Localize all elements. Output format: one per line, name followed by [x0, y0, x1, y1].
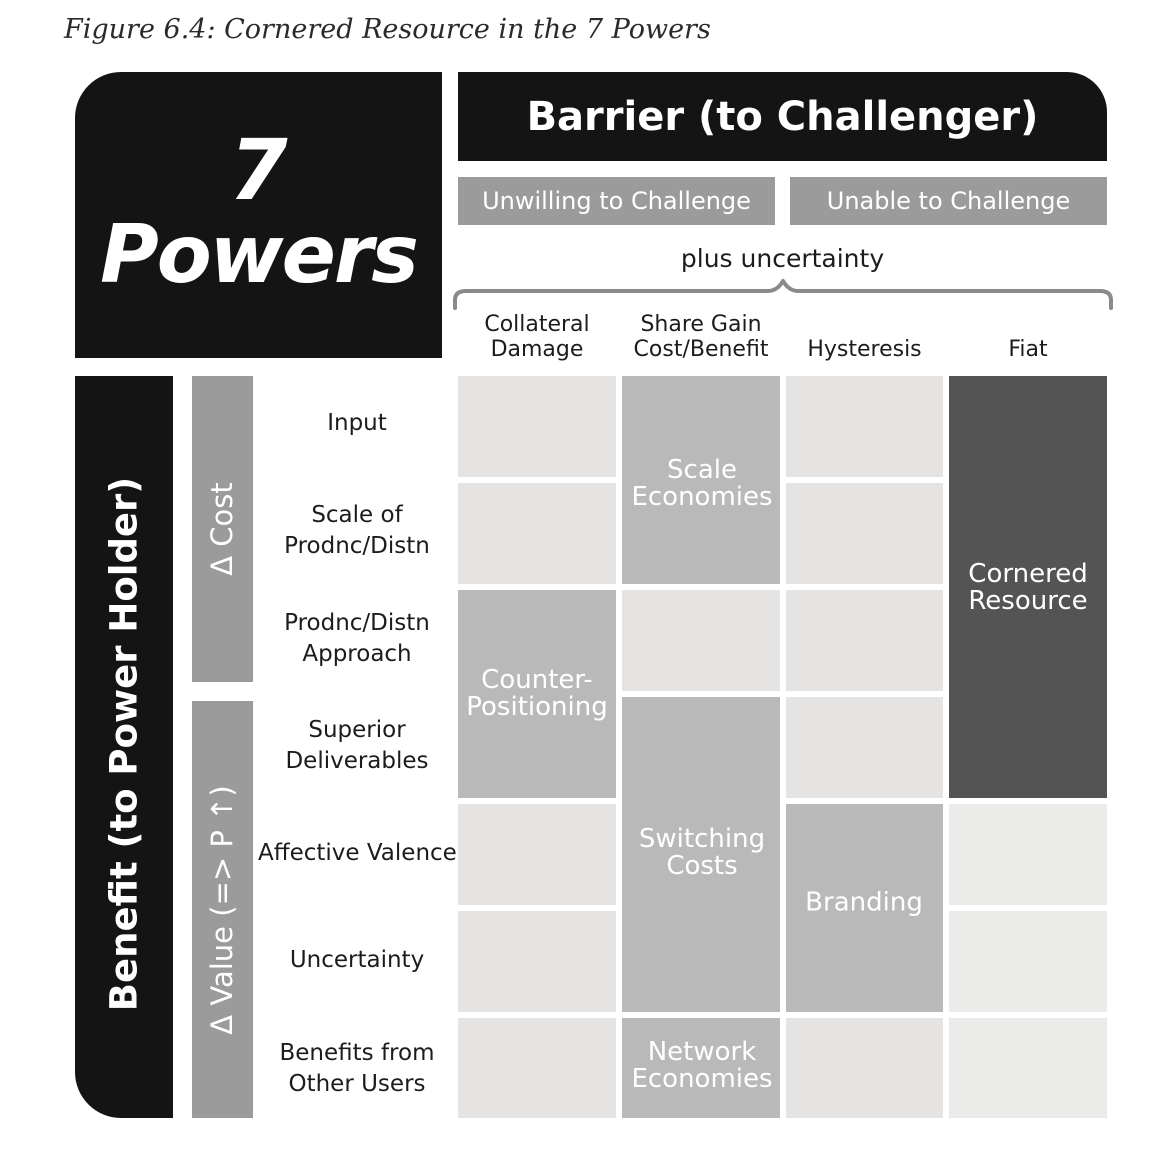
switching-costs-label [639, 826, 765, 880]
power-label-line1: Switching [638, 824, 766, 854]
title-word: Powers [100, 208, 417, 301]
grid-cell-empty [949, 804, 1107, 905]
column-header-share-gain [622, 308, 780, 362]
grid-cell-empty [786, 697, 943, 798]
column-header-collateral-damage [458, 308, 616, 362]
grid-cell-empty [786, 1018, 943, 1118]
benefit-label: Benefit (to Power Holder) [102, 476, 146, 1012]
grid-cell-empty [458, 804, 616, 905]
grid-cell-empty [458, 483, 616, 584]
column-header-fiat [949, 308, 1107, 362]
grid-cell-empty [622, 590, 780, 691]
row-label-line1: Superior [308, 717, 406, 743]
cornered-resource-label [968, 561, 1087, 615]
row-label-line1: Uncertainty [289, 947, 425, 973]
counter-positioning-label [466, 667, 607, 721]
figure-caption: Figure 6.4: Cornered Resource in the 7 Powers [64, 14, 711, 45]
unwilling-header: Unwilling to Challenge [458, 177, 775, 225]
row-label-line2: Deliverables [285, 748, 429, 774]
power-label-line1: Scale [667, 455, 737, 485]
column-header-line2: Cost/Benefit [633, 337, 769, 362]
power-label-line1: Network [647, 1037, 757, 1067]
grid-cell-empty [458, 911, 616, 1012]
row-label-line1: Affective Valence [258, 840, 457, 866]
row-label-scale [258, 500, 456, 562]
column-header-line1: Share Gain [640, 312, 762, 337]
row-label-line1: Scale of [311, 502, 403, 528]
grid-cell-empty [786, 590, 943, 691]
uncertainty-label: plus uncertainty [680, 244, 885, 273]
column-header-line2: Fiat [1008, 337, 1048, 362]
row-label-uncertainty [258, 945, 456, 976]
grid-cell-empty [786, 376, 943, 477]
row-label-line1: Prodnc/Distn [284, 610, 430, 636]
row-label-line1: Benefits from [279, 1040, 435, 1066]
grid-cell-empty [949, 911, 1107, 1012]
power-label-line2: Resource [968, 586, 1088, 616]
uncertainty-brace [450, 272, 1116, 312]
row-label-affective [258, 838, 456, 869]
row-label-line2: Approach [302, 641, 412, 667]
branding-label [805, 887, 923, 918]
column-header-line2: Damage [490, 337, 584, 362]
power-label-line1: Branding [805, 887, 923, 918]
row-label-line2: Prodnc/Distn [284, 533, 430, 559]
column-header-line2: Hysteresis [807, 337, 922, 362]
row-label-input [258, 408, 456, 439]
power-label-line2: Positioning [466, 692, 608, 722]
value-label: Δ Value (=> P ↑) [205, 785, 239, 1035]
power-label-line2: Economies [631, 482, 773, 512]
row-label-line2: Other Users [288, 1071, 426, 1097]
grid-cell-empty [458, 376, 616, 477]
cost-label: Δ Cost [205, 482, 239, 576]
power-label-line1: Cornered [968, 559, 1088, 589]
scale-economies-label [631, 457, 772, 511]
row-label-approach [258, 608, 456, 670]
grid-cell-empty [458, 1018, 616, 1118]
unable-header: Unable to Challenge [790, 177, 1107, 225]
title-number: 7 [229, 121, 288, 219]
power-label-line2: Economies [631, 1064, 773, 1094]
row-label-deliverables [258, 715, 456, 777]
column-header-line1: Collateral [484, 312, 590, 337]
column-header-hysteresis [786, 308, 943, 362]
network-economies-label [631, 1039, 772, 1093]
power-label-line2: Costs [666, 851, 738, 881]
grid-cell-empty [786, 483, 943, 584]
power-label-line1: Counter- [481, 665, 593, 695]
row-label-network [258, 1038, 456, 1100]
barrier-header: Barrier (to Challenger) [458, 72, 1107, 161]
row-label-line1: Input [327, 410, 387, 436]
grid-cell-empty [949, 1018, 1107, 1118]
